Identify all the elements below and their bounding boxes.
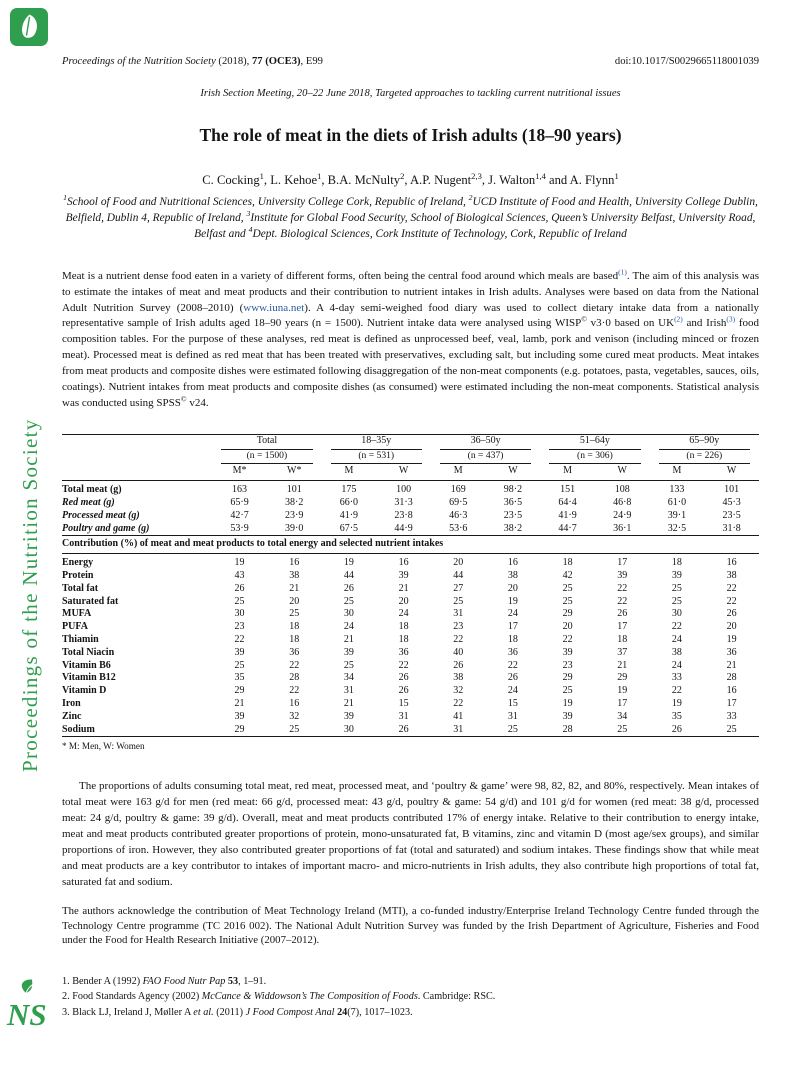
row-label: Total Niacin: [62, 646, 115, 658]
reference-item: 2. Food Standards Agency (2002) McCance & Widdowson’s The Composition of Foods. Cambridge: RSC.: [62, 991, 496, 1003]
value-cell: 22: [289, 659, 300, 671]
value-cell: 39: [562, 646, 573, 658]
value-cell: 41·9: [558, 509, 577, 521]
row-label: Energy: [62, 557, 94, 569]
value-cell: 38: [726, 570, 737, 581]
value-cell: 31: [398, 710, 409, 722]
value-cell: 16: [507, 557, 518, 569]
value-cell: 18: [617, 633, 628, 645]
value-cell: 101: [286, 484, 302, 496]
value-cell: 20: [453, 557, 464, 569]
value-cell: 25: [726, 723, 737, 735]
value-cell: 15: [398, 697, 409, 709]
value-cell: 38·2: [503, 522, 523, 534]
value-cell: 28: [726, 672, 737, 684]
value-cell: 24: [671, 659, 682, 671]
value-cell: 100: [396, 484, 412, 496]
value-cell: 22: [726, 595, 737, 607]
reference-item: 1. Bender A (1992) FAO Food Nutr Pap 53, 1–91.: [62, 975, 267, 987]
inline-link[interactable]: www.iuna.net: [243, 301, 305, 314]
value-cell: 29: [234, 685, 245, 697]
value-cell: 16: [398, 557, 409, 569]
value-cell: 24: [507, 685, 518, 697]
col-group-header: 18–35y: [322, 435, 431, 450]
value-cell: 38: [289, 570, 300, 581]
citation-ref-sup[interactable]: (1): [618, 267, 627, 277]
table-footnote: * M: Men, W: Women: [62, 741, 145, 752]
value-cell: 61·0: [667, 497, 687, 509]
value-cell: 45·3: [722, 497, 741, 509]
mw-header: M: [431, 464, 486, 480]
row-label: Total fat: [62, 582, 99, 594]
value-cell: 39: [234, 646, 245, 658]
value-cell: 41·9: [339, 509, 359, 521]
value-cell: 37: [617, 646, 628, 658]
value-cell: 29: [234, 723, 245, 735]
value-cell: 32: [289, 710, 300, 722]
value-cell: 25: [453, 595, 464, 607]
value-cell: 36: [507, 646, 518, 658]
table-section-header: Contribution (%) of meat and meat products to total energy and selected nutrient intakes: [62, 536, 759, 554]
authors-line: C. Cocking$^1$, L. Kehoe$^1$, B.A. McNulty$^2$, A.P. Nugent$^{2,3}$, J. Walton$^{1,4}$ and A. Flynn$^1$: [202, 170, 619, 187]
value-cell: 19: [234, 557, 245, 569]
mw-header: M*: [212, 464, 267, 480]
row-label: Total meat (g): [62, 484, 122, 496]
value-cell: 25: [562, 685, 573, 697]
abstract-paragraph: Meat is a nutrient dense food eaten in a variety of different forms, often being the central food around which meals are based$^{(1)}$. The aim of this analysis was to estimate the intakes of meat and meat products and their contribution to nutrient intakes in Irish adults. Analyses were based on data from the National Adult Nutrition Survey (2008–2010) (www.iuna.net). A 4-day semi-weighed food diary was used to collect dietary intake data from a nationally representative sample of Irish adults aged 18–90 years (n = 1500). Nutrient intake data were analysed using WISP© v3·0 based on UK$^{(2)}$ and Irish$^{(3)}$ food composition tables. For the purpose of these analyses, red meat is defined as unprocessed beef, veal, lamb, pork and venison (including minced or frozen meat). Processed meat is defined as red meat that has been treated with preservatives, excluding salt, but including some cured meat products. Meat intakes from meat products and composite dishes were estimated following disaggregation of the non-meat components (e.g. potatoes, pasta, vegetables, sauces, oils, coatings). Nutrient intakes from meat products and composite dishes (as consumed) were estimated including the non-meat components. Statistical analysis was conducted using SPSS© v24.: [62, 267, 759, 409]
value-cell: 20: [289, 595, 300, 607]
value-cell: 24: [398, 608, 409, 620]
row-label: Thiamin: [62, 633, 99, 645]
col-n-header: (n = 437): [431, 450, 540, 464]
value-cell: 20: [726, 621, 737, 633]
value-cell: 21: [343, 633, 354, 645]
table-corner: [62, 450, 212, 464]
value-cell: 22: [507, 659, 518, 671]
table-corner: [62, 435, 212, 450]
value-cell: 29: [562, 672, 573, 684]
col-n-header: (n = 1500): [212, 450, 321, 464]
row-label: MUFA: [62, 608, 92, 620]
value-cell: 25: [289, 723, 300, 735]
value-cell: 42·7: [230, 509, 249, 521]
value-cell: 21: [617, 659, 628, 671]
journal-sidebar: [0, 0, 58, 1067]
value-cell: 39: [234, 710, 245, 722]
value-cell: 31: [507, 710, 518, 722]
value-cell: 24: [343, 621, 354, 633]
value-cell: 22: [453, 633, 464, 645]
value-cell: 19: [343, 557, 354, 569]
article-title: The role of meat in the diets of Irish adults (18–90 years): [199, 125, 622, 145]
value-cell: 26: [234, 582, 245, 594]
value-cell: 25: [234, 595, 245, 607]
value-cell: 33: [726, 710, 737, 722]
value-cell: 39: [398, 570, 409, 581]
value-cell: 25: [507, 723, 518, 735]
value-cell: 20: [562, 621, 573, 633]
value-cell: 26: [617, 608, 628, 620]
value-cell: 17: [726, 697, 737, 709]
value-cell: 133: [669, 484, 685, 496]
value-cell: 17: [617, 697, 628, 709]
value-cell: 163: [232, 484, 248, 496]
value-cell: 17: [617, 621, 628, 633]
value-cell: 25: [562, 582, 573, 594]
value-cell: 22: [617, 582, 628, 594]
value-cell: 18: [289, 621, 300, 633]
col-n-header: (n = 531): [322, 450, 431, 464]
value-cell: 16: [289, 557, 300, 569]
col-n-header: (n = 226): [650, 450, 759, 464]
value-cell: 36: [289, 646, 300, 658]
value-cell: 25: [617, 723, 628, 735]
value-cell: 39: [343, 710, 354, 722]
value-cell: 18: [671, 557, 682, 569]
col-group-header: 65–90y: [650, 435, 759, 450]
row-label: Poultry and game (g): [62, 522, 150, 534]
value-cell: 36·5: [503, 497, 523, 509]
value-cell: 19: [671, 697, 682, 709]
value-cell: 25: [671, 582, 682, 594]
acknowledgement-paragraph: The authors acknowledge the contribution of Meat Technology Ireland (MTI), a co-funded industry/Enterprise Ireland Technology Centre funded through the Technology Centre programme (TC 2016 002). The National Adult Nutrition Survey was funded by the Irish Department of Agriculture, Fisheries and Food under the Food for Health Research Initiative (2007–2012).: [62, 904, 759, 947]
value-cell: 26: [507, 672, 518, 684]
mw-header: W: [486, 464, 541, 480]
value-cell: 16: [726, 557, 737, 569]
mw-header: M: [650, 464, 705, 480]
value-cell: 39·1: [667, 509, 687, 521]
value-cell: 24: [507, 608, 518, 620]
value-cell: 17: [507, 621, 518, 633]
value-cell: 39: [671, 570, 682, 581]
value-cell: 25: [289, 608, 300, 620]
row-label: Zinc: [62, 710, 82, 722]
value-cell: 31: [453, 723, 464, 735]
value-cell: 26: [671, 723, 682, 735]
row-label: Vitamin B12: [62, 672, 116, 684]
value-cell: 25: [671, 595, 682, 607]
value-cell: 18: [398, 621, 409, 633]
value-cell: 44·7: [558, 522, 577, 534]
svg-text:NS: NS: [7, 997, 47, 1032]
value-cell: 19: [617, 685, 628, 697]
value-cell: 26: [343, 582, 354, 594]
value-cell: 38·2: [285, 497, 304, 509]
value-cell: 39·0: [285, 522, 304, 534]
col-n-header: (n = 306): [540, 450, 649, 464]
value-cell: 108: [614, 484, 630, 496]
value-cell: 31·8: [722, 522, 741, 534]
journal-citation: Proceedings of the Nutrition Society (2018), 77 (OCE3), E99: [62, 56, 323, 67]
reference-item: 3. Black LJ, Ireland J, Møller A et al. (2011) J Food Compost Anal 24(7), 1017–1023.: [62, 1006, 413, 1018]
value-cell: 22: [726, 582, 737, 594]
value-cell: 23: [562, 659, 573, 671]
value-cell: 22: [617, 595, 628, 607]
mw-header: M: [540, 464, 595, 480]
value-cell: 28: [289, 672, 300, 684]
value-cell: 26: [398, 685, 409, 697]
mw-header: W: [704, 464, 759, 480]
row-label: Vitamin D: [62, 685, 107, 697]
value-cell: 44·9: [394, 522, 413, 534]
value-cell: 46·8: [613, 497, 632, 509]
value-cell: 16: [726, 685, 737, 697]
value-cell: 26: [726, 608, 737, 620]
value-cell: 22: [562, 633, 573, 645]
value-cell: 19: [562, 697, 573, 709]
value-cell: 101: [724, 484, 740, 496]
value-cell: 19: [726, 633, 737, 645]
meeting-line: Irish Section Meeting, 20–22 June 2018, Targeted approaches to tackling current nutritional issues: [200, 88, 621, 99]
value-cell: 44: [453, 570, 464, 581]
doi-text: doi:10.1017/S0029665118001039: [614, 56, 759, 67]
row-label: Vitamin B6: [62, 659, 111, 671]
value-cell: 33: [671, 672, 682, 684]
value-cell: 64·4: [558, 497, 577, 509]
reference-list: [62, 974, 759, 1020]
value-cell: 40: [453, 646, 464, 658]
value-cell: 30: [343, 608, 354, 620]
ns-logo-icon: [6, 978, 54, 1037]
value-cell: 21: [234, 697, 245, 709]
value-cell: 22: [234, 633, 245, 645]
value-cell: 53·9: [230, 522, 249, 534]
affiliations: $^1$School of Food and Nutritional Sciences, University College Cork, Republic of Ireland, $^2$UCD Institute of Food and Health, University College Dublin, Belfield, Dublin 4, Republic of Ireland, $^3$Institute for Global Food Security, School of Biological Sciences, Queen’s University Belfast, University Road, Belfast and $^4$Dept. Biological Sciences, Cork Institute of Technology, Cork, Republic of Ireland: [63, 193, 758, 240]
value-cell: 98·2: [503, 484, 523, 496]
value-cell: 36: [398, 646, 409, 658]
value-cell: 46·3: [449, 509, 468, 521]
value-cell: 19: [507, 595, 518, 607]
mw-header: M: [322, 464, 377, 480]
value-cell: 151: [560, 484, 576, 496]
col-group-header: 51–64y: [540, 435, 649, 450]
value-cell: 22: [453, 697, 464, 709]
col-group-header: Total: [212, 435, 321, 450]
citation-ref-sup[interactable]: (2): [674, 314, 683, 324]
value-cell: 34: [617, 710, 628, 722]
value-cell: 35: [671, 710, 682, 722]
value-cell: 43: [234, 570, 245, 581]
value-cell: 22: [671, 685, 682, 697]
row-label: Processed meat (g): [62, 509, 140, 521]
value-cell: 22: [289, 685, 300, 697]
value-cell: 21: [343, 697, 354, 709]
mw-header: W*: [267, 464, 322, 480]
value-cell: 15: [507, 697, 518, 709]
value-cell: 69·5: [449, 497, 468, 509]
value-cell: 23: [453, 621, 464, 633]
value-cell: 36: [726, 646, 737, 658]
page-header: [62, 56, 759, 67]
value-cell: 39: [343, 646, 354, 658]
value-cell: 30: [343, 723, 354, 735]
value-cell: 31: [453, 608, 464, 620]
journal-logo-icon: [10, 8, 48, 51]
value-cell: 23: [234, 621, 245, 633]
row-label: Iron: [62, 697, 81, 709]
value-cell: 66·0: [339, 497, 359, 509]
value-cell: 30: [234, 608, 245, 620]
value-cell: 21: [726, 659, 737, 671]
value-cell: 44: [343, 570, 354, 581]
value-cell: 32·5: [667, 522, 687, 534]
value-cell: 25: [343, 595, 354, 607]
value-cell: 25: [343, 659, 354, 671]
value-cell: 23·9: [285, 509, 304, 521]
value-cell: 30: [671, 608, 682, 620]
value-cell: 36·1: [613, 522, 632, 534]
value-cell: 34: [343, 672, 354, 684]
col-group-header: 36–50y: [431, 435, 540, 450]
value-cell: 23·5: [722, 509, 741, 521]
value-cell: 20: [507, 582, 518, 594]
value-cell: 28: [562, 723, 573, 735]
value-cell: 22: [398, 659, 409, 671]
results-paragraph: The proportions of adults consuming total meat, red meat, processed meat, and ‘poultry & game’ were 98, 82, 82, and 80%, respectively. Mean intakes of total meat were 163 g/d for men (red meat: 66 g/d, processed meat: 43 g/d, poultry & game: 54 g/d) and 101 g/d for women (red meat: 38 g/d, processed meat: 24 g/d, poultry & game: 39 g/d). Overall, meat and meat products contributed 17% of energy intake. Relative to their contribution to energy intake, meat and meat products contributed greater proportions of protein, mono-unsaturated fat, B vitamins, zinc and vitamin D (most age/sex groups), and similar proportions of iron. However, they also contributed greater proportions of fat (total and saturated) and sodium intakes. These findings show that while meat and meat products are a key contributor to intakes of important macro- and micro-nutrients in Irish adults, they also contribute high proportions of total fat, saturated fat and sodium.: [62, 780, 759, 888]
value-cell: 17: [617, 557, 628, 569]
journal-name-vertical: Proceedings of the Nutrition Society: [18, 418, 42, 772]
value-cell: 18: [507, 633, 518, 645]
row-label: Saturated fat: [62, 595, 119, 607]
value-cell: 38: [453, 672, 464, 684]
value-cell: 29: [562, 608, 573, 620]
value-cell: 25: [562, 595, 573, 607]
value-cell: 24: [671, 633, 682, 645]
value-cell: 18: [562, 557, 573, 569]
value-cell: 41: [453, 710, 464, 722]
value-cell: 23·5: [503, 509, 523, 521]
value-cell: 31: [343, 685, 354, 697]
value-cell: 22: [671, 621, 682, 633]
value-cell: 16: [289, 697, 300, 709]
value-cell: 175: [341, 484, 357, 496]
value-cell: 32: [453, 685, 464, 697]
value-cell: 26: [398, 723, 409, 735]
results-table: [62, 434, 759, 737]
value-cell: 26: [398, 672, 409, 684]
mw-header: W: [595, 464, 650, 480]
row-label: PUFA: [62, 621, 88, 633]
value-cell: 24·9: [613, 509, 632, 521]
value-cell: 38: [671, 646, 682, 658]
value-cell: 31·3: [394, 497, 413, 509]
row-label: Red meat (g): [62, 497, 115, 509]
value-cell: 27: [453, 582, 464, 594]
value-cell: 67·5: [339, 522, 359, 534]
value-cell: 53·6: [449, 522, 468, 534]
value-cell: 21: [398, 582, 409, 594]
table-corner: [62, 464, 212, 480]
value-cell: 29: [617, 672, 628, 684]
value-cell: 23·8: [394, 509, 413, 521]
value-cell: 169: [450, 484, 466, 496]
row-label: Protein: [62, 570, 94, 581]
value-cell: 65·9: [230, 497, 249, 509]
value-cell: 25: [234, 659, 245, 671]
value-cell: 42: [562, 570, 573, 581]
mw-header: W: [376, 464, 431, 480]
citation-ref-sup[interactable]: (3): [726, 314, 736, 324]
value-cell: 39: [562, 710, 573, 722]
value-cell: 26: [453, 659, 464, 671]
value-cell: 21: [289, 582, 300, 594]
value-cell: 20: [398, 595, 409, 607]
row-label: Sodium: [62, 723, 95, 735]
value-cell: 38: [507, 570, 518, 581]
value-cell: 18: [398, 633, 409, 645]
value-cell: 18: [289, 633, 300, 645]
article-page: [62, 56, 759, 1020]
value-cell: 39: [617, 570, 628, 581]
value-cell: 35: [234, 672, 245, 684]
